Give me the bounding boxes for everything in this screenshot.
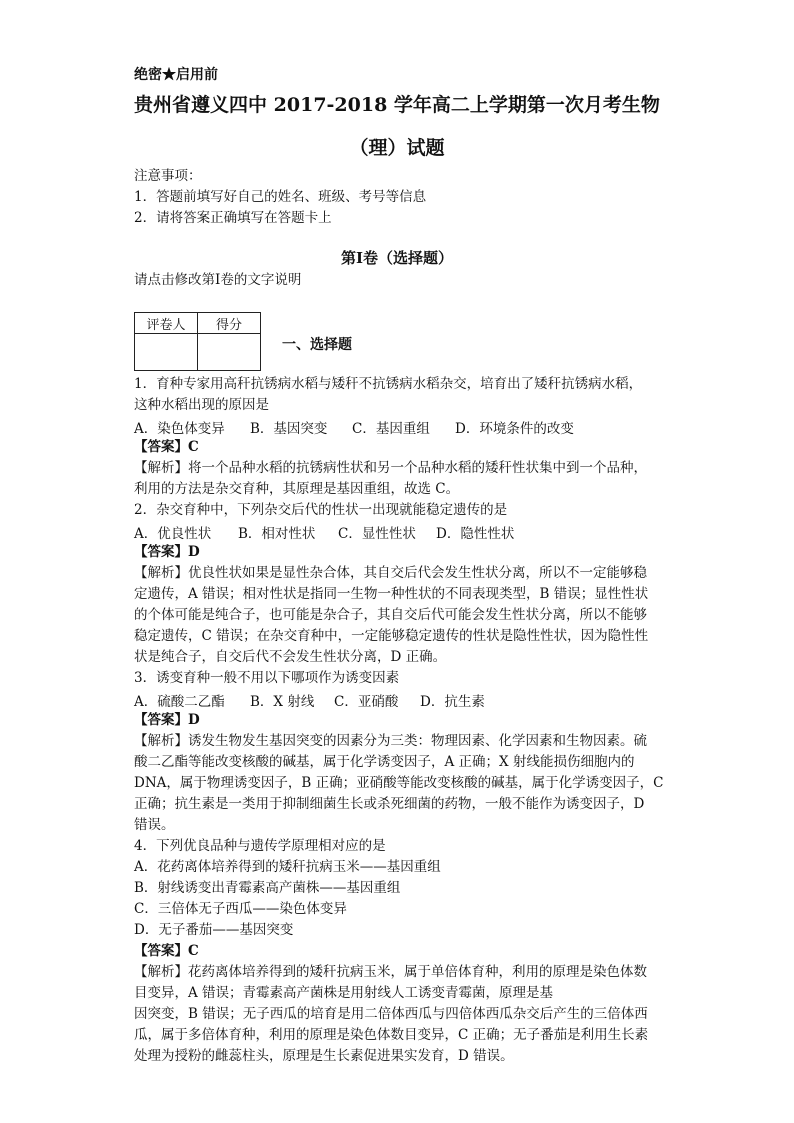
q3-answer: 【答案】D	[134, 712, 200, 728]
q2-analysis-line1: 【解析】优良性状如果是显性杂合体，其自交后代会发生性状分离，所以不一定能够稳	[134, 565, 647, 581]
q2-option-c: C．显性性状	[338, 526, 416, 542]
q2-analysis-line3: 的个体可能是纯合子，也可能是杂合子，其自交后代可能会发生性状分离，所以不能够	[134, 607, 647, 623]
q3-analysis-line5: 错误。	[134, 817, 175, 833]
q4-option-c: C．三倍体无子西瓜——染色体变异	[134, 901, 347, 917]
q4-analysis-line4: 瓜，属于多倍体育种，利用的原理是染色体数目变异，C 正确；无子番茄是利用生长素	[134, 1027, 649, 1043]
q3-analysis-line1: 【解析】诱发生物发生基因突变的因素分为三类：物理因素、化学因素和生物因素。硫	[134, 733, 647, 749]
notice-heading: 注意事项：	[134, 168, 202, 184]
q3-option-b: B．X 射线	[250, 694, 315, 710]
score-cell	[198, 334, 261, 371]
q2-option-b: B．相对性状	[238, 526, 316, 542]
q1-analysis-line1: 【解析】将一个品种水稻的抗锈病性状和另一个品种水稻的矮秆性状集中到一个品种，	[134, 460, 647, 476]
q2-stem: 2．杂交育种中，下列杂交后代的性状一出现就能稳定遗传的是	[134, 502, 508, 518]
q3-stem: 3．诱变育种一般不用以下哪项作为诱变因素	[134, 670, 400, 686]
notice-item-1: 1．答题前填写好自己的姓名、班级、考号等信息	[134, 189, 427, 205]
section-description[interactable]: 请点击修改第Ⅰ卷的文字说明	[134, 272, 302, 288]
q1-option-a: A．染色体变异	[134, 421, 225, 437]
q4-analysis-line3: 因突变，B 错误；无子西瓜的培育是用二倍体西瓜与四倍体西瓜杂交后产生的三倍体西	[134, 1006, 648, 1022]
q4-analysis-line5: 处理为授粉的雌蕊柱头，原理是生长素促进果实发育，D 错误。	[134, 1048, 514, 1064]
part-title: 一、选择题	[282, 337, 352, 353]
q2-analysis-line2: 定遗传，A 错误；相对性状是指同一生物一种性状的不同表现类型，B 错误；显性性状	[134, 586, 649, 602]
q2-option-a: A．优良性状	[134, 526, 212, 542]
q1-option-c: C．基因重组	[352, 421, 430, 437]
q4-analysis-line2: 目变异，A 错误；青霉素高产菌株是用射线人工诱变青霉菌，原理是基	[134, 985, 554, 1001]
grader-cell	[135, 334, 198, 371]
grader-label: 评卷人	[135, 313, 198, 334]
q3-analysis-line4: 正确；抗生素是一类用于抑制细菌生长或杀死细菌的药物，一般不能作为诱变因子，D	[134, 796, 645, 812]
q1-option-b: B．基因突变	[250, 421, 328, 437]
q3-analysis-line2: 酸二乙酯等能改变核酸的碱基，属于化学诱变因子，A 正确；X 射线能损伤细胞内的	[134, 754, 635, 770]
q4-option-d: D．无子番茄——基因突变	[134, 922, 294, 938]
q2-option-d: D．隐性性状	[436, 526, 515, 542]
section-title: 第Ⅰ卷（选择题）	[340, 249, 454, 267]
q1-stem-line1: 1．育种专家用高秆抗锈病水稻与矮秆不抗锈病水稻杂交，培育出了矮秆抗锈病水稻，	[134, 376, 643, 392]
secret-label: 绝密★启用前	[134, 67, 218, 83]
q2-analysis-line5: 状是纯合子，自交后代不会发生性状分离，D 正确。	[134, 649, 447, 665]
q1-answer: 【答案】C	[134, 439, 199, 455]
q3-option-c: C．亚硝酸	[334, 694, 399, 710]
q4-analysis-line1: 【解析】花药离体培养得到的矮秆抗病玉米，属于单倍体育种，利用的原理是染色体数	[134, 964, 647, 980]
q3-option-d: D．抗生素	[420, 694, 485, 710]
q2-answer: 【答案】D	[134, 544, 200, 560]
q1-stem-line2: 这种水稻出现的原因是	[134, 397, 269, 413]
q3-option-a: A．硫酸二乙酯	[134, 694, 225, 710]
notice-item-2: 2．请将答案正确填写在答题卡上	[134, 210, 332, 226]
q1-analysis-line2: 利用的方法是杂交育种，其原理是基因重组，故选 C。	[134, 481, 460, 497]
q4-option-b: B．射线诱变出青霉素高产菌株——基因重组	[134, 880, 401, 896]
q4-answer: 【答案】C	[134, 943, 199, 959]
exam-title-line2: （理）试题	[349, 137, 445, 159]
score-table	[134, 312, 261, 371]
score-label: 得分	[198, 313, 261, 334]
q1-option-d: D．环境条件的改变	[455, 421, 574, 437]
q4-option-a: A．花药离体培养得到的矮秆抗病玉米——基因重组	[134, 859, 441, 875]
q4-stem: 4．下列优良品种与遗传学原理相对应的是	[134, 838, 386, 854]
q2-analysis-line4: 稳定遗传，C 错误；在杂交育种中，一定能够稳定遗传的性状是隐性性状，因为隐性性	[134, 628, 649, 644]
q3-analysis-line3: DNA，属于物理诱变因子，B 正确；亚硝酸等能改变核酸的碱基，属于化学诱变因子，C	[134, 775, 664, 791]
exam-title-line1: 贵州省遵义四中 2017-2018 学年高二上学期第一次月考生物	[134, 94, 660, 116]
